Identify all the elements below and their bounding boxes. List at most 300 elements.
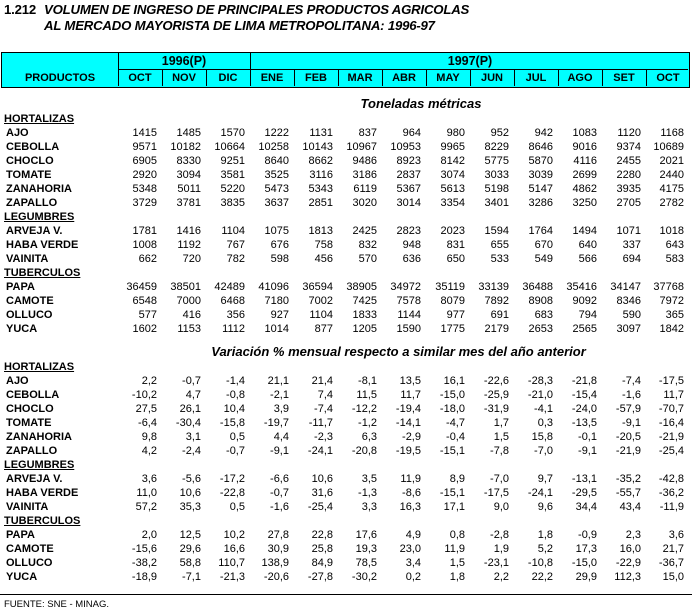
value-cell: 6,3 [361, 431, 377, 443]
value-cell: -17,5 [658, 375, 684, 387]
value-cell: 10953 [390, 141, 421, 153]
value-cell: 566 [578, 253, 597, 265]
value-cell: 7892 [484, 295, 509, 307]
value-cell: 5011 [177, 183, 201, 195]
value-cell: 9,6 [537, 501, 553, 513]
value-cell: 980 [446, 127, 465, 139]
title-line-2: AL MERCADO MAYORISTA DE LIMA METROPOLITANA: 1996-97 [44, 18, 435, 33]
value-cell: 655 [490, 239, 509, 251]
value-cell: 4,2 [141, 445, 157, 457]
value-cell: -11,7 [308, 417, 333, 429]
value-cell: -8,6 [402, 487, 421, 499]
value-cell: 3525 [264, 169, 289, 181]
header-divider [470, 69, 471, 86]
value-cell: 2705 [616, 197, 641, 209]
header-divider [118, 69, 688, 70]
value-cell: -22,9 [615, 557, 641, 569]
value-cell: 1075 [264, 225, 289, 237]
table-row [0, 280, 692, 294]
category-row [0, 458, 692, 472]
value-cell: 636 [402, 253, 421, 265]
product-label: ARVEJA V. [6, 473, 63, 485]
value-cell: -15,8 [219, 417, 245, 429]
value-cell: 17,6 [355, 529, 377, 541]
product-label: VAINITA [6, 501, 49, 513]
value-cell: 8330 [176, 155, 201, 167]
value-cell: 36459 [126, 281, 157, 293]
table-row [0, 556, 692, 570]
value-cell: -36,7 [658, 557, 684, 569]
value-cell: 3033 [484, 169, 509, 181]
value-cell: 2425 [352, 225, 377, 237]
value-cell: 456 [314, 253, 333, 265]
table-row [0, 140, 692, 154]
value-cell: -15,1 [439, 445, 465, 457]
value-cell: -55,7 [615, 487, 641, 499]
value-cell: 3020 [352, 197, 377, 209]
value-cell: 23,0 [399, 543, 421, 555]
header-year-1997: 1997(P) [447, 54, 493, 68]
value-cell: 8646 [528, 141, 553, 153]
category-row [0, 266, 692, 280]
value-cell: -10,2 [131, 389, 157, 401]
table-number: 1.212 [4, 2, 37, 17]
value-cell: 2021 [659, 155, 684, 167]
value-cell: -4,1 [534, 403, 553, 415]
value-cell: 11,9 [444, 543, 465, 555]
value-cell: 5367 [396, 183, 421, 195]
title-line-1: VOLUMEN DE INGRESO DE PRINCIPALES PRODUCTOS AGRICOLAS [44, 2, 470, 17]
table-header [1, 52, 690, 88]
value-cell: -21,9 [658, 431, 684, 443]
value-cell: 1764 [528, 225, 553, 237]
value-cell: 3,4 [405, 557, 421, 569]
product-label: CEBOLLA [6, 389, 60, 401]
value-cell: 1833 [352, 309, 377, 321]
product-label: YUCA [6, 571, 38, 583]
header-month: SET [613, 72, 635, 84]
header-month: ABR [392, 72, 416, 84]
value-cell: 16,1 [443, 375, 465, 387]
value-cell: 1813 [308, 225, 333, 237]
value-cell: 9016 [572, 141, 597, 153]
value-cell: 2653 [528, 323, 553, 335]
value-cell: -25,4 [307, 501, 333, 513]
value-cell: 1781 [132, 225, 157, 237]
value-cell: -0,1 [578, 431, 597, 443]
value-cell: 1416 [176, 225, 201, 237]
value-cell: 3835 [220, 197, 245, 209]
value-cell: 15,0 [662, 571, 684, 583]
value-cell: 8079 [440, 295, 465, 307]
header-month: ENE [260, 72, 284, 84]
table-row [0, 294, 692, 308]
value-cell: 4,7 [185, 389, 201, 401]
value-cell: 1083 [572, 127, 597, 139]
product-label: PAPA [6, 281, 35, 293]
value-cell: 691 [490, 309, 509, 321]
header-month: NOV [172, 72, 196, 84]
table-row [0, 570, 692, 584]
header-divider [162, 69, 163, 86]
value-cell: 21,4 [311, 375, 333, 387]
value-cell: -10,8 [527, 557, 553, 569]
value-cell: 35416 [566, 281, 597, 293]
value-cell: -15,0 [439, 389, 465, 401]
table-row [0, 444, 692, 458]
value-cell: 2699 [572, 169, 597, 181]
value-cell: 3186 [352, 169, 377, 181]
value-cell: 837 [358, 127, 377, 139]
source-note: FUENTE: SNE - MINAG. [4, 599, 110, 610]
header-divider [294, 69, 295, 86]
value-cell: 42489 [214, 281, 245, 293]
value-cell: 1,5 [493, 431, 509, 443]
header-divider [338, 69, 339, 86]
value-cell: 5473 [264, 183, 289, 195]
value-cell: 1415 [132, 127, 157, 139]
value-cell: 1205 [352, 323, 377, 335]
product-label: OLLUCO [6, 557, 53, 569]
product-label: ZAPALLO [6, 197, 58, 209]
value-cell: -2,3 [314, 431, 333, 443]
table-row [0, 168, 692, 182]
header-month: OCT [128, 72, 152, 84]
value-cell: 1594 [484, 225, 509, 237]
table-row [0, 224, 692, 238]
value-cell: 927 [270, 309, 289, 321]
value-cell: 3781 [176, 197, 201, 209]
value-cell: -7,1 [182, 571, 201, 583]
product-label: TOMATE [6, 169, 52, 181]
value-cell: 2179 [484, 323, 509, 335]
table-row [0, 126, 692, 140]
value-cell: -9,1 [622, 417, 641, 429]
value-cell: 1602 [132, 323, 157, 335]
value-cell: 10182 [170, 141, 201, 153]
product-label: HABA VERDE [6, 487, 79, 499]
value-cell: 1590 [396, 323, 421, 335]
value-cell: 19,3 [355, 543, 377, 555]
value-cell: 138,9 [261, 557, 289, 569]
value-cell: -15,6 [131, 543, 157, 555]
value-cell: 17,1 [443, 501, 465, 513]
section-title: Toneladas métricas [360, 96, 482, 111]
value-cell: -36,2 [658, 487, 684, 499]
value-cell: -38,2 [131, 557, 157, 569]
value-cell: 1,7 [493, 417, 509, 429]
table-row [0, 252, 692, 266]
value-cell: 2565 [572, 323, 597, 335]
value-cell: 2,2 [493, 571, 509, 583]
product-label: OLLUCO [6, 309, 53, 321]
value-cell: -42,8 [658, 473, 684, 485]
value-cell: 6905 [132, 155, 157, 167]
value-cell: -20,6 [263, 571, 289, 583]
value-cell: 3935 [616, 183, 641, 195]
value-cell: 832 [358, 239, 377, 251]
value-cell: 12,5 [179, 529, 201, 541]
value-cell: 10143 [302, 141, 333, 153]
category-row [0, 360, 692, 374]
value-cell: -1,6 [622, 389, 641, 401]
value-cell: 3,3 [361, 501, 377, 513]
product-label: HABA VERDE [6, 239, 79, 251]
value-cell: 782 [226, 253, 245, 265]
value-cell: 7,4 [317, 389, 333, 401]
value-cell: -29,5 [571, 487, 597, 499]
table-row [0, 308, 692, 322]
value-cell: 3354 [440, 197, 465, 209]
value-cell: 11,7 [400, 389, 421, 401]
value-cell: 952 [490, 127, 509, 139]
value-cell: 8346 [616, 295, 641, 307]
header-month: DIC [218, 72, 238, 84]
value-cell: 643 [665, 239, 684, 251]
product-label: AJO [6, 127, 29, 139]
value-cell: 31,6 [311, 487, 333, 499]
header-divider [602, 69, 603, 86]
value-cell: 25,8 [311, 543, 333, 555]
value-cell: 36488 [522, 281, 553, 293]
value-cell: 7425 [352, 295, 377, 307]
product-label: CAMOTE [6, 543, 54, 555]
value-cell: -24,0 [571, 403, 597, 415]
value-cell: 22,2 [531, 571, 553, 583]
product-label: ZANAHORIA [6, 183, 72, 195]
product-label: TOMATE [6, 417, 52, 429]
value-cell: 38905 [346, 281, 377, 293]
value-cell: 10,6 [179, 487, 201, 499]
value-cell: 41096 [258, 281, 289, 293]
value-cell: -7,4 [622, 375, 641, 387]
value-cell: 21,1 [267, 375, 289, 387]
value-cell: 1,8 [449, 571, 465, 583]
product-label: ARVEJA V. [6, 225, 63, 237]
value-cell: 1494 [572, 225, 597, 237]
value-cell: 2455 [616, 155, 641, 167]
value-cell: 650 [446, 253, 465, 265]
value-cell: 5613 [440, 183, 465, 195]
value-cell: -1,6 [270, 501, 289, 513]
value-cell: 11,9 [400, 473, 421, 485]
header-divider [426, 69, 427, 86]
table-row [0, 182, 692, 196]
value-cell: 3039 [528, 169, 553, 181]
value-cell: 0,8 [449, 529, 465, 541]
value-cell: 8142 [440, 155, 465, 167]
value-cell: 549 [534, 253, 553, 265]
value-cell: -13,5 [571, 417, 597, 429]
value-cell: 3,5 [361, 473, 377, 485]
value-cell: 10,6 [311, 473, 333, 485]
value-cell: 3014 [396, 197, 421, 209]
value-cell: -2,9 [402, 431, 421, 443]
value-cell: 8662 [308, 155, 333, 167]
value-cell: 11,7 [663, 389, 684, 401]
value-cell: 4862 [572, 183, 597, 195]
value-cell: 1120 [617, 127, 641, 139]
value-cell: -0,8 [226, 389, 245, 401]
section-title: Variación % mensual respecto a similar mes del año anterior [211, 344, 586, 359]
value-cell: 942 [534, 127, 553, 139]
value-cell: 1222 [264, 127, 289, 139]
value-cell: 3250 [572, 197, 597, 209]
value-cell: 590 [622, 309, 641, 321]
value-cell: 0,3 [537, 417, 553, 429]
value-cell: -28,3 [527, 375, 553, 387]
value-cell: 1104 [221, 225, 245, 237]
value-cell: 8923 [396, 155, 421, 167]
value-cell: -0,7 [226, 445, 245, 457]
value-cell: -57,9 [615, 403, 641, 415]
value-cell: 21,7 [662, 543, 684, 555]
value-cell: 22,8 [311, 529, 333, 541]
header-divider [206, 69, 207, 86]
value-cell: 27,5 [135, 403, 157, 415]
value-cell: 2823 [396, 225, 421, 237]
header-products: PRODUCTOS [24, 72, 96, 84]
value-cell: 9092 [572, 295, 597, 307]
value-cell: 3094 [176, 169, 201, 181]
value-cell: 4116 [573, 155, 597, 167]
value-cell: 831 [446, 239, 465, 251]
value-cell: 11,5 [356, 389, 377, 401]
value-cell: 1104 [309, 309, 333, 321]
value-cell: 2782 [659, 197, 684, 209]
value-cell: 26,1 [179, 403, 201, 415]
value-cell: 1570 [220, 127, 245, 139]
value-cell: -25,4 [658, 445, 684, 457]
value-cell: 10258 [258, 141, 289, 153]
value-cell: 34972 [390, 281, 421, 293]
product-label: CHOCLO [6, 155, 54, 167]
table-row [0, 528, 692, 542]
value-cell: 5220 [220, 183, 245, 195]
value-cell: 35119 [435, 281, 465, 293]
product-label: AJO [6, 375, 29, 387]
value-cell: -22,6 [483, 375, 509, 387]
value-cell: 977 [446, 309, 465, 321]
product-label: VAINITA [6, 253, 49, 265]
category-label: HORTALIZAS [4, 113, 75, 125]
value-cell: 3116 [309, 169, 333, 181]
value-cell: 35,3 [179, 501, 201, 513]
value-cell: -24,1 [527, 487, 553, 499]
value-cell: 84,9 [311, 557, 333, 569]
table-row [0, 542, 692, 556]
value-cell: 3581 [220, 169, 245, 181]
value-cell: 3,9 [273, 403, 289, 415]
header-year-1996: 1996(P) [161, 54, 207, 68]
value-cell: 5147 [528, 183, 553, 195]
value-cell: 4175 [659, 183, 684, 195]
value-cell: 8,9 [449, 473, 465, 485]
value-cell: -4,7 [446, 417, 465, 429]
value-cell: -7,0 [534, 445, 553, 457]
value-cell: 78,5 [355, 557, 377, 569]
table-title [4, 2, 469, 34]
value-cell: -27,8 [307, 571, 333, 583]
header-month: JUN [480, 72, 503, 84]
value-cell: 17,3 [575, 543, 597, 555]
value-cell: 10689 [653, 141, 684, 153]
value-cell: 9965 [440, 141, 465, 153]
value-cell: 3729 [132, 197, 157, 209]
value-cell: 29,6 [179, 543, 201, 555]
value-cell: -17,5 [483, 487, 509, 499]
value-cell: 365 [665, 309, 684, 321]
value-cell: 767 [226, 239, 245, 251]
value-cell: 6119 [353, 183, 377, 195]
value-cell: 9251 [220, 155, 245, 167]
value-cell: -2,1 [270, 389, 289, 401]
bottom-rule [0, 594, 692, 595]
value-cell: 58,8 [179, 557, 201, 569]
value-cell: -17,2 [219, 473, 245, 485]
table-row [0, 416, 692, 430]
value-cell: 5775 [484, 155, 509, 167]
value-cell: -16,4 [658, 417, 684, 429]
value-cell: -70,7 [658, 403, 684, 415]
value-cell: 1018 [659, 225, 684, 237]
value-cell: 6468 [220, 295, 245, 307]
value-cell: 6548 [132, 295, 157, 307]
category-label: HORTALIZAS [4, 361, 75, 373]
value-cell: 10664 [214, 141, 245, 153]
value-cell: 2,3 [625, 529, 641, 541]
value-cell: 598 [270, 253, 289, 265]
value-cell: -30,2 [351, 571, 377, 583]
value-cell: -20,8 [351, 445, 377, 457]
value-cell: 5870 [528, 155, 553, 167]
value-cell: 720 [182, 253, 201, 265]
value-cell: -19,7 [263, 417, 289, 429]
value-cell: 3637 [264, 197, 289, 209]
value-cell: 0,5 [229, 501, 245, 513]
value-cell: -13,1 [571, 473, 597, 485]
value-cell: 10967 [346, 141, 377, 153]
value-cell: -9,1 [578, 445, 597, 457]
value-cell: -0,9 [578, 529, 597, 541]
header-divider [382, 69, 383, 86]
value-cell: 0,5 [229, 431, 245, 443]
table-row [0, 196, 692, 210]
value-cell: 8229 [484, 141, 509, 153]
value-cell: -0,7 [270, 487, 289, 499]
value-cell: 8908 [528, 295, 553, 307]
product-label: YUCA [6, 323, 38, 335]
value-cell: 794 [578, 309, 597, 321]
value-cell: -7,4 [314, 403, 333, 415]
value-cell: 1008 [132, 239, 157, 251]
value-cell: 15,8 [531, 431, 553, 443]
category-label: LEGUMBRES [4, 459, 75, 471]
value-cell: -22,8 [219, 487, 245, 499]
value-cell: -6,4 [138, 417, 157, 429]
value-cell: -0,7 [182, 375, 201, 387]
header-month: AGO [567, 72, 593, 84]
value-cell: 5198 [484, 183, 509, 195]
value-cell: 10,2 [223, 529, 245, 541]
header-month: OCT [656, 72, 680, 84]
header-month: JUL [525, 72, 547, 84]
value-cell: 1775 [440, 323, 465, 335]
product-label: CAMOTE [6, 295, 54, 307]
category-label: TUBERCULOS [4, 267, 81, 279]
value-cell: 1,8 [537, 529, 553, 541]
table-row [0, 430, 692, 444]
